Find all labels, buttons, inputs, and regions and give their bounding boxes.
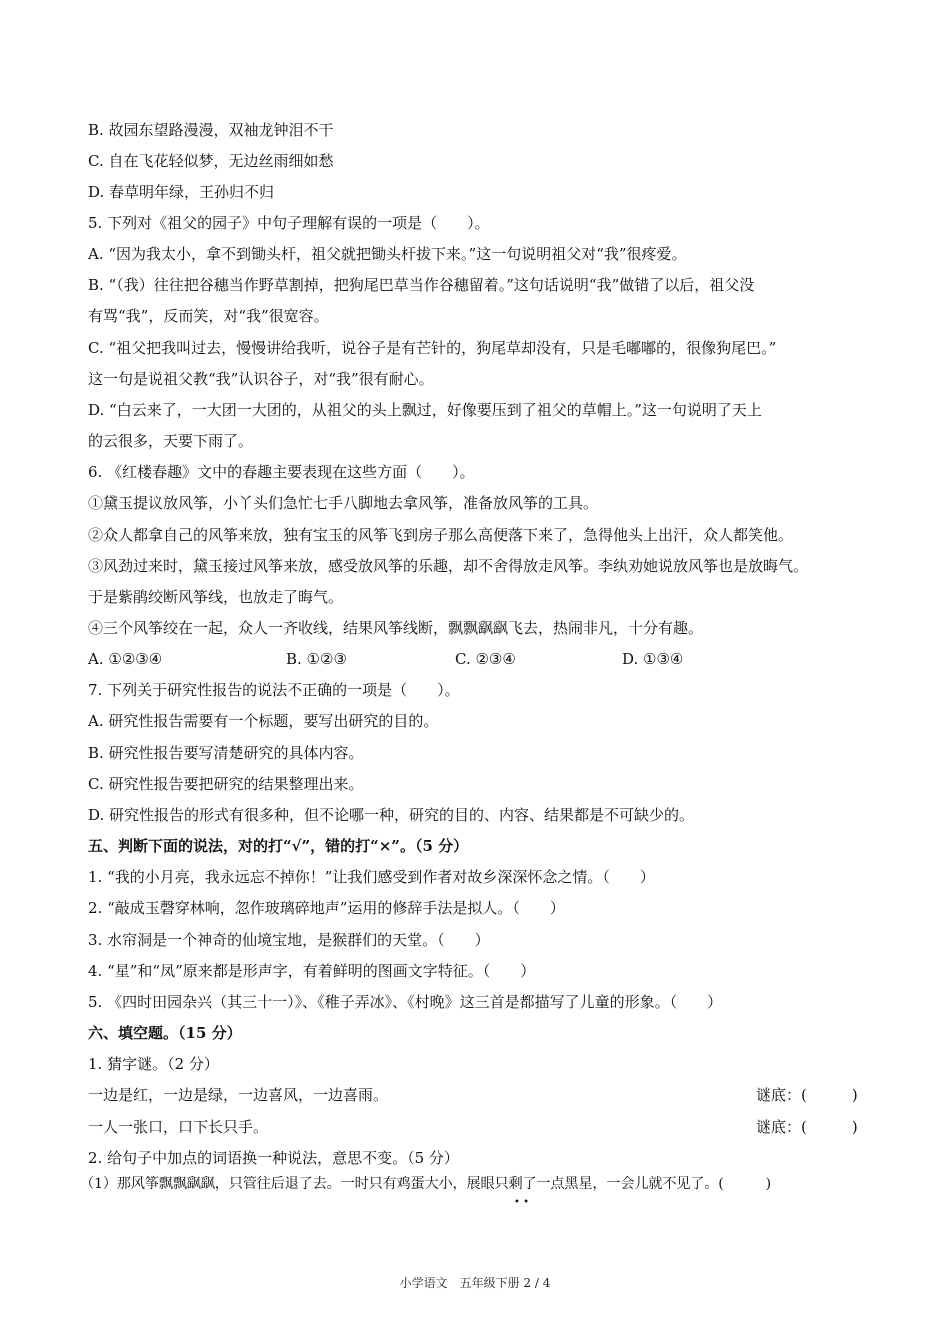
judge-item-1: 1. “我的小月亮，我永远忘不掉你！”让我们感受到作者对故乡深深怀念之情。（ ） [88,868,655,886]
option-d: D. ①③④ [622,650,684,668]
riddle-2 [88,1117,868,1137]
question-7-option-b: B. 研究性报告要写清楚研究的具体内容。 [88,744,364,762]
option-c-line: C. 自在飞花轻似梦，无边丝雨细如愁 [88,152,334,170]
judge-item-4: 4. “星”和“凤”原来都是形声字，有着鲜明的图画文字特征。（ ） [88,962,536,980]
riddle-question: 一边是红，一边是绿，一边喜风，一边喜雨。 [88,1086,389,1104]
question-5-option-d: D. “白云来了，一大团一大团的，从祖父的头上飘过，好像要压到了祖父的草帽上。”这一句说明了天上 [88,401,762,419]
section-5-title: 五、判断下面的说法，对的打“√”，错的打“×”。（5 分） [88,837,469,855]
question-5-option-a: A. “因为我太小，拿不到锄头杆，祖父就把锄头杆拔下来。”这一句说明祖父对“我”很疼爱。 [88,245,687,263]
question-7-option-c: C. 研究性报告要把研究的结果整理出来。 [88,775,364,793]
question-5-option-b: B. “（我）往往把谷穗当作野草割掉，把狗尾巴草当作谷穗留着。”这句话说明“我”做错了以后，祖父没 [88,276,755,294]
option-a: A. ①②③④ [88,650,163,668]
question-5-option-d-cont: 的云很多，天要下雨了。 [88,432,254,450]
question-5-option-b-cont: 有骂“我”，反而笑，对“我”很宽容。 [88,307,329,325]
question-6-item-2: ②众人都拿自己的风筝来放，独有宝玉的风筝飞到房子那么高便落下来了，急得他头上出汗，众人都笑他。 [88,526,794,544]
fill-question-1: 1. 猜字谜。（2 分） [88,1055,219,1073]
section-6-title: 六、填空题。（15 分） [88,1024,242,1042]
emphasis-dots: • • [514,1197,529,1208]
question-6-options [88,649,868,669]
question-6: 6. 《红楼春趣》文中的春趣主要表现在这些方面（ ）。 [88,463,475,481]
fill-question-2: 2. 给句子中加点的词语换一种说法，意思不变。（5 分） [88,1149,459,1167]
page-footer: 小学语文 五年级下册 2 / 4 [399,1276,551,1290]
riddle-answer-blank: 谜底：( ) [756,1118,858,1136]
question-5-option-c: C. “祖父把我叫过去，慢慢讲给我听，说谷子是有芒针的，狗尾草却没有，只是毛嘟嘟的，很像狗尾巴。” [88,339,777,357]
option-b: B. ①②③ [286,650,347,668]
option-d-line: D. 春草明年绿，王孙归不归 [88,183,275,201]
question-7-option-a: A. 研究性报告需要有一个标题，要写出研究的目的。 [88,712,439,730]
question-7-option-d: D. 研究性报告的形式有很多种，但不论哪一种，研究的目的、内容、结果都是不可缺少的。 [88,806,695,824]
option-c: C. ②③④ [455,650,516,668]
judge-item-2: 2. “敲成玉磬穿林响，忽作玻璃碎地声”运用的修辞手法是拟人。（ ） [88,899,565,917]
question-6-item-4: ④三个风筝绞在一起，众人一齐收线，结果风筝线断，飘飘飖飖飞去，热闹非凡，十分有趣。 [88,619,704,637]
question-6-item-1: ①黛玉提议放风筝，小丫头们急忙七手八脚地去拿风筝，准备放风筝的工具。 [88,494,599,512]
riddle-question: 一人一张口，口下长只手。 [88,1118,269,1136]
question-6-item-3-cont: 于是紫鹃绞断风筝线，也放走了晦气。 [88,588,344,606]
option-b-line: B. 故园东望路漫漫，双袖龙钟泪不干 [88,121,334,139]
fill-question-2-sentence: （1）那风筝飘飘飖飖，只管往后退了去。一时只有鸡蛋大小，展眼只剩了一点黑星，一会儿就不见了。( ) [80,1176,771,1192]
riddle-1 [88,1085,868,1105]
question-6-item-3: ③风劲过来时，黛玉接过风筝来放，感受放风筝的乐趣，却不舍得放走风筝。李纨劝她说放风筝也是放晦气。 [88,557,809,575]
question-5: 5. 下列对《祖父的园子》中句子理解有误的一项是（ ）。 [88,214,490,232]
judge-item-5: 5. 《四时田园杂兴（其三十一）》、《稚子弄冰》、《村晚》这三首是都描写了儿童的形象。（ ） [88,993,723,1011]
question-5-option-c-cont: 这一句是说祖父教“我”认识谷子，对“我”很有耐心。 [88,370,434,388]
riddle-answer-blank: 谜底：( ) [756,1086,858,1104]
judge-item-3: 3. 水帘洞是一个神奇的仙境宝地，是猴群们的天堂。（ ） [88,931,490,949]
question-7: 7. 下列关于研究性报告的说法不正确的一项是（ ）。 [88,681,460,699]
